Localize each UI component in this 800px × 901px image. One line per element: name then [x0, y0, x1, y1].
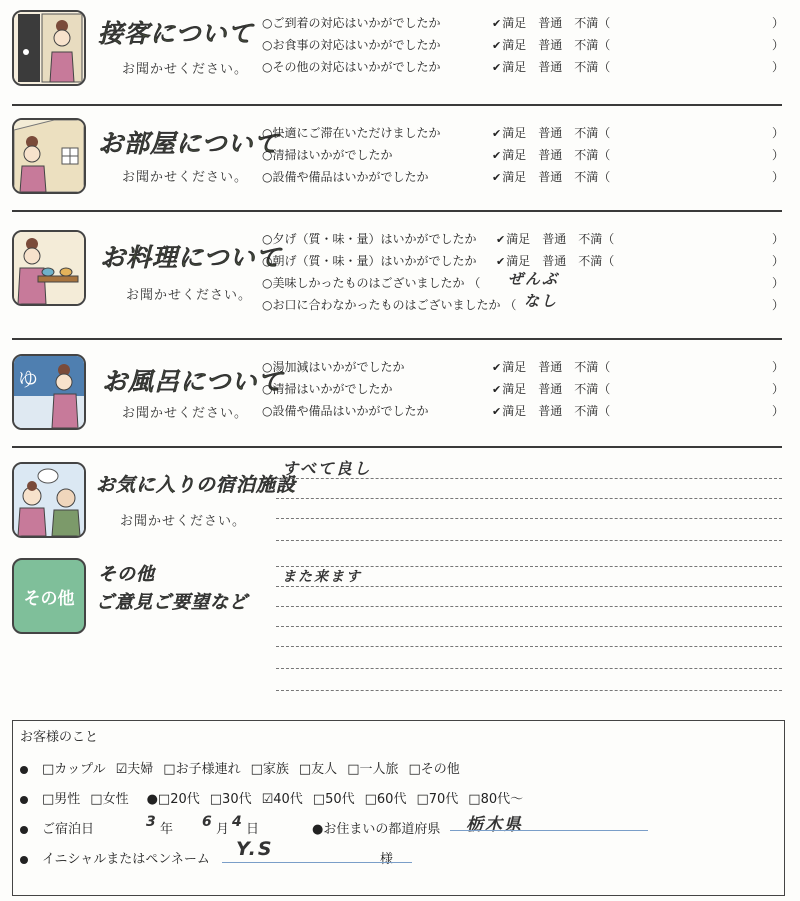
section-heading: お気に入りの宿泊施設 [96, 474, 297, 496]
prefecture-underline [450, 830, 648, 831]
paren-close: ） [772, 254, 785, 268]
handwritten-answer: ぜんぶ [508, 270, 560, 288]
rating-options: ✔満足 普通 不満（ [492, 126, 611, 140]
writing-line [276, 478, 782, 479]
section-subtitle: お聞かせください。 [126, 288, 253, 303]
section-subtitle: お聞かせください。 [122, 62, 249, 77]
check-mark-icon: ✔ [492, 383, 502, 396]
paren-close: ） [772, 60, 785, 74]
section-subtitle: お聞かせください。 [120, 514, 247, 529]
stay-date-row [20, 818, 94, 837]
staff-in-room-icon [12, 118, 86, 194]
check-mark-icon: ✔ [492, 149, 502, 162]
companion-options [20, 758, 470, 777]
checkbox-age-40s[interactable]: ☑40代 [261, 792, 303, 807]
rating-selected: 満足 [502, 16, 527, 30]
stay-year-value[interactable]: 3 [146, 814, 158, 830]
checkbox-solo[interactable]: □一人旅 [347, 762, 399, 777]
bath-yu-icon [12, 354, 86, 430]
checkbox-age-80s[interactable]: □80代〜 [468, 792, 524, 807]
handwritten-answer: なし [524, 292, 559, 310]
prefecture-label: ●お住まいの都道府県 [312, 822, 441, 837]
rating-options: ✔満足 普通 不満（ [496, 254, 615, 268]
paren-close: ） [772, 298, 785, 312]
section-divider [12, 446, 782, 448]
checkbox-age-70s[interactable]: □70代 [416, 792, 459, 807]
question-row: ○その他の対応はいかがでしたか [262, 60, 441, 74]
paren-close: ） [772, 170, 785, 184]
checkbox-female[interactable]: □女性 [90, 792, 129, 807]
checkbox-married[interactable]: ☑夫婦 [115, 762, 154, 777]
question-row: ○お食事の対応はいかがでしたか [262, 38, 441, 52]
checkbox-couple[interactable]: □カップル [42, 762, 106, 777]
question-row: ○湯加減はいかがでしたか [262, 360, 405, 374]
checkbox-age-20s[interactable]: ●□20代 [146, 792, 200, 807]
paren-close: ） [772, 382, 785, 396]
checkbox-with-children[interactable]: □お子様連れ [163, 762, 241, 777]
checkbox-family[interactable]: □家族 [250, 762, 289, 777]
question-row: ○設備や備品はいかがでしたか [262, 404, 429, 418]
paren-close: ） [772, 404, 785, 418]
writing-line [276, 668, 782, 669]
prefecture-value[interactable]: 栃木県 [466, 815, 523, 835]
writing-line [276, 606, 782, 607]
checkbox-other[interactable]: □その他 [408, 762, 460, 777]
stay-day-value[interactable]: 4 [232, 814, 244, 830]
other-badge-label: その他 [23, 588, 75, 609]
year-unit: 年 [160, 822, 174, 837]
check-mark-icon: ✔ [492, 171, 502, 184]
rating-options: ✔満足 普通 不満（ [492, 382, 611, 396]
paren-close: ） [772, 148, 785, 162]
writing-line [276, 690, 782, 691]
check-mark-icon: ✔ [492, 405, 502, 418]
writing-line [276, 626, 782, 627]
section-heading: お料理について [100, 243, 282, 272]
checkbox-male[interactable]: □男性 [42, 792, 81, 807]
question-row: ○美味しかったものはございましたか （ [262, 276, 481, 290]
other-badge [12, 558, 86, 634]
section-heading: お部屋について [98, 129, 280, 158]
section-divider [12, 210, 782, 212]
handwritten-answer: すべて良し [282, 459, 372, 478]
paren-close: ） [772, 276, 785, 290]
stay-month-value[interactable]: 6 [202, 814, 214, 830]
checkbox-age-60s[interactable]: □60代 [364, 792, 407, 807]
question-row: ○清掃はいかがでしたか [262, 148, 393, 162]
section-subtitle: お聞かせください。 [122, 170, 249, 185]
section-subtitle: お聞かせください。 [122, 406, 249, 421]
check-mark-icon: ✔ [492, 361, 502, 374]
bullet-icon [20, 766, 28, 774]
initial-label: イニシャルまたはペンネーム [42, 852, 210, 867]
svg-text:ゆ: ゆ [18, 367, 38, 391]
paren-close: ） [772, 126, 785, 140]
writing-line [276, 540, 782, 541]
writing-line [276, 498, 782, 499]
rating-options: ✔満足 普通 不満（ [492, 148, 611, 162]
guests-chatting-icon [12, 462, 86, 538]
paren-close: ） [772, 16, 785, 30]
section-heading: お風呂について [102, 367, 284, 396]
check-mark-icon: ✔ [492, 39, 502, 52]
writing-line [276, 586, 782, 587]
section-divider [12, 104, 782, 106]
handwritten-answer: また来ます [282, 569, 362, 585]
check-mark-icon: ✔ [496, 255, 506, 268]
question-row: ○快適にご滞在いただけましたか [262, 126, 441, 140]
initial-row [20, 848, 210, 867]
question-row: ○朝げ（質・味・量）はいかがでしたか [262, 254, 477, 268]
writing-line [276, 518, 782, 519]
section-heading: ご意見ご要望など [96, 592, 248, 613]
month-unit: 月 [216, 822, 230, 837]
bullet-icon [20, 856, 28, 864]
staff-at-door-icon [12, 10, 86, 86]
day-unit: 日 [246, 822, 260, 837]
staff-with-meal-tray-icon [12, 230, 86, 306]
paren-close: ） [772, 360, 785, 374]
check-mark-icon: ✔ [492, 17, 502, 30]
customer-info-title: お客様のこと [20, 730, 99, 745]
section-heading: その他 [98, 564, 155, 585]
question-row: ○設備や備品はいかがでしたか [262, 170, 429, 184]
section-heading: 接客について [98, 19, 254, 48]
initial-underline [222, 862, 412, 863]
check-mark-icon: ✔ [496, 233, 506, 246]
question-row: ○ご到着の対応はいかがでしたか [262, 16, 441, 30]
customer-info-box [12, 720, 785, 896]
checkbox-friends[interactable]: □友人 [298, 762, 338, 777]
bullet-icon [20, 796, 28, 804]
check-mark-icon: ✔ [492, 127, 502, 140]
gender-age-options [20, 788, 533, 807]
rating-options: ✔満足 普通 不満（ [492, 38, 611, 52]
writing-line [276, 566, 782, 567]
check-mark-icon: ✔ [492, 61, 502, 74]
stay-date-label: ご宿泊日 [42, 822, 95, 837]
honorific-label: 様 [380, 852, 394, 867]
question-row: ○夕げ（質・味・量）はいかがでしたか [262, 232, 477, 246]
initial-value[interactable]: Y.S [236, 838, 274, 860]
writing-line [276, 646, 782, 647]
rating-options: ✔満足 普通 不満（ [492, 170, 611, 184]
bullet-icon [20, 826, 28, 834]
question-row: ○清掃はいかがでしたか [262, 382, 393, 396]
rating-options: ✔満足 普通 不満（ [492, 360, 611, 374]
paren-close: ） [772, 232, 785, 246]
rating-options: ✔満足 普通 不満（ [492, 60, 611, 74]
rating-options: ✔満足 普通 不満（ [496, 232, 615, 246]
rating-options: ✔満足 普通 不満（ [492, 404, 611, 418]
checkbox-age-50s[interactable]: □50代 [312, 792, 355, 807]
section-divider [12, 338, 782, 340]
rating-options: ✔満足 普通 不満（ [492, 16, 611, 30]
paren-close: ） [772, 38, 785, 52]
checkbox-age-30s[interactable]: □30代 [209, 792, 252, 807]
question-row: ○お口に合わなかったものはございましたか （ [262, 298, 517, 312]
